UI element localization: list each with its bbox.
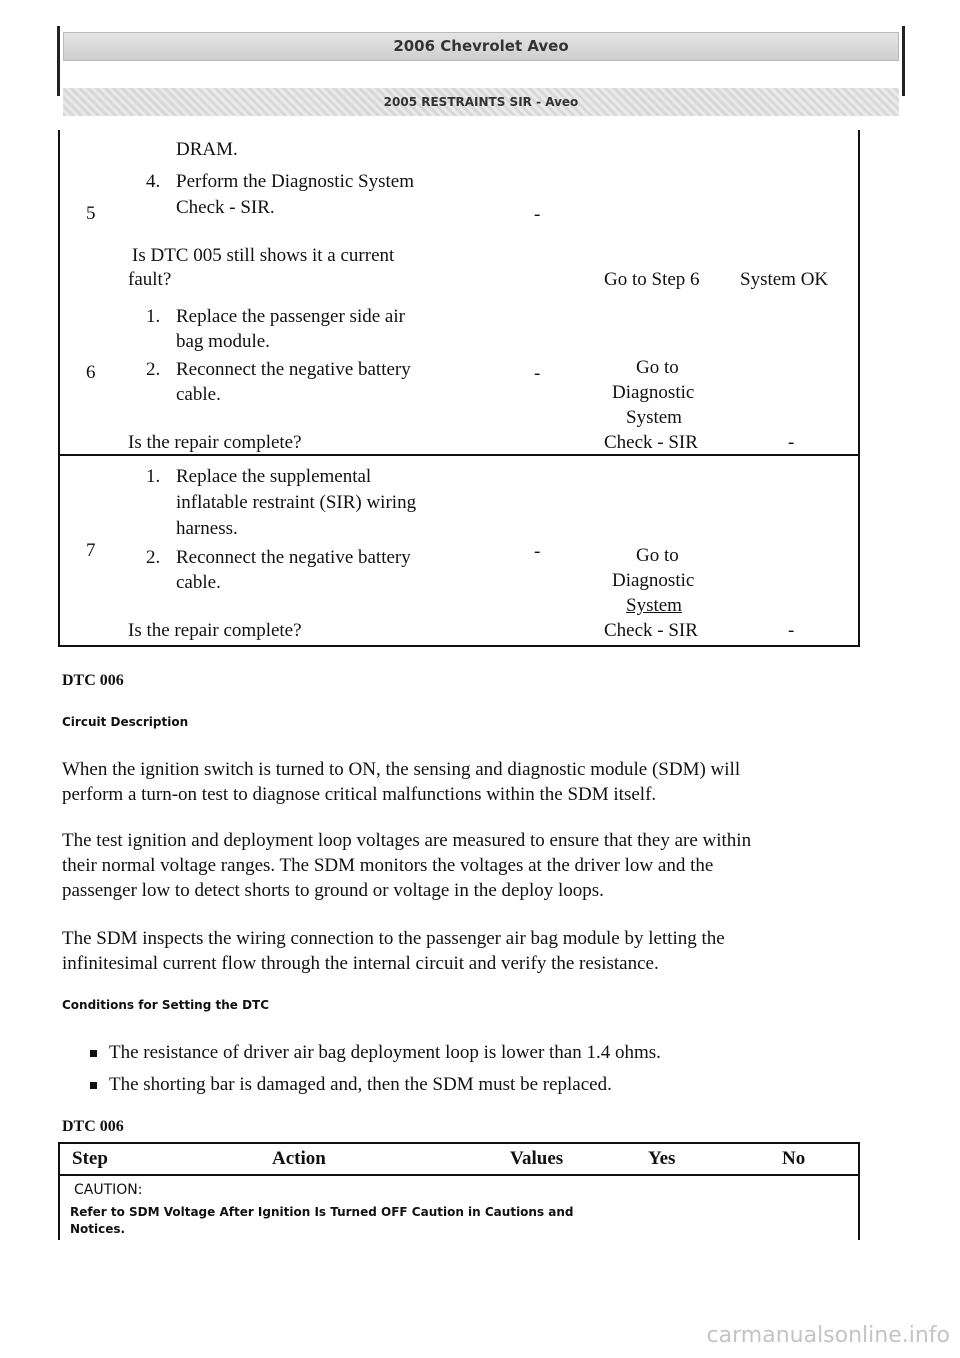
yes-cell-link[interactable]: System — [626, 595, 682, 616]
item-number: 1. — [146, 466, 161, 487]
no-cell: - — [788, 620, 795, 641]
item-number: 2. — [146, 359, 161, 380]
values-cell: - — [534, 363, 541, 384]
caution-note — [70, 1204, 710, 1238]
values-cell: - — [534, 541, 541, 562]
action-text: Reconnect the negative battery — [176, 359, 411, 380]
col-header-yes: Yes — [648, 1148, 676, 1169]
col-header-step: Step — [72, 1148, 108, 1169]
action-text: Perform the Diagnostic System — [176, 171, 414, 192]
item-number: 1. — [146, 306, 161, 327]
step-number: 6 — [86, 362, 96, 383]
caution-note-line: Refer to SDM Voltage After Ignition Is Turned OFF Caution in Cautions and — [70, 1205, 574, 1219]
circuit-description-heading: Circuit Description — [62, 715, 189, 729]
paragraph — [62, 757, 892, 807]
paragraph-line: The test ignition and deployment loop voltages are measured to ensure that they are within — [62, 830, 752, 851]
paragraph-line: When the ignition switch is turned to ON, the sensing and diagnostic module (SDM) will — [62, 759, 741, 780]
paragraph-line: passenger low to detect shorts to ground or voltage in the deploy loops. — [62, 880, 604, 901]
col-header-values: Values — [510, 1148, 564, 1169]
item-number: 4. — [146, 171, 161, 192]
action-text: Replace the passenger side air — [176, 306, 405, 327]
bullet-text: The shorting bar is damaged and, then the SDM must be replaced. — [109, 1074, 612, 1095]
caution-label: CAUTION: — [74, 1182, 143, 1198]
col-header-no: No — [782, 1148, 806, 1169]
question-text: fault? — [128, 269, 172, 290]
item-number: 2. — [146, 547, 161, 568]
action-text: cable. — [176, 572, 221, 593]
dtc-table-heading: DTC 006 — [62, 1118, 124, 1135]
step-number: 5 — [86, 203, 96, 224]
header-subtitle: 2005 RESTRAINTS SIR - Aveo — [63, 88, 899, 116]
header-left-rule — [57, 26, 60, 96]
action-text: cable. — [176, 384, 221, 405]
yes-cell: Go to Step 6 — [604, 269, 700, 290]
yes-cell-line: Go to — [636, 545, 679, 566]
paragraph — [62, 926, 892, 976]
yes-cell-line: Diagnostic — [612, 382, 695, 403]
dtc-006-table — [58, 1142, 860, 1240]
bullet-icon — [90, 1082, 97, 1089]
bullet-text: The resistance of driver air bag deployment loop is lower than 1.4 ohms. — [109, 1042, 661, 1063]
conditions-heading: Conditions for Setting the DTC — [62, 998, 270, 1012]
yes-cell-line: System — [626, 407, 682, 428]
paragraph-line: The SDM inspects the wiring connection to the passenger air bag module by letting the — [62, 928, 725, 949]
dtc-heading: DTC 006 — [62, 672, 124, 689]
action-text: harness. — [176, 518, 238, 539]
question-text: Is DTC 005 still shows it a current — [132, 245, 395, 266]
no-cell: - — [788, 432, 795, 453]
action-text: Check - SIR. — [176, 197, 275, 218]
values-cell: - — [534, 204, 541, 225]
action-text: Replace the supplemental — [176, 466, 372, 487]
bullet-item — [90, 1072, 612, 1097]
no-cell: System OK — [740, 269, 829, 290]
question-text: Is the repair complete? — [128, 432, 302, 453]
watermark: carmanualsonline.info — [706, 1323, 950, 1348]
yes-cell-line: Check - SIR — [604, 620, 698, 641]
yes-cell-line: Check - SIR — [604, 432, 698, 453]
bullet-item — [90, 1040, 661, 1065]
col-header-action: Action — [272, 1148, 326, 1169]
yes-cell-line: Go to — [636, 357, 679, 378]
header-divider — [60, 1174, 858, 1176]
action-text: bag module. — [176, 331, 270, 352]
paragraph — [62, 828, 892, 903]
header-title: 2006 Chevrolet Aveo — [63, 32, 899, 61]
caution-note-line: Notices. — [70, 1222, 126, 1236]
paragraph-line: infinitesimal current flow through the internal circuit and verify the resistance. — [62, 953, 659, 974]
step-number: 7 — [86, 540, 96, 561]
action-text: inflatable restraint (SIR) wiring — [176, 492, 417, 513]
yes-cell-line: Diagnostic — [612, 570, 695, 591]
bullet-icon — [90, 1050, 97, 1057]
question-text: Is the repair complete? — [128, 620, 302, 641]
paragraph-line: their normal voltage ranges. The SDM monitors the voltages at the driver low and the — [62, 855, 714, 876]
action-text: Reconnect the negative battery — [176, 547, 411, 568]
page-header — [57, 26, 905, 109]
header-right-rule — [902, 26, 905, 96]
action-text: DRAM. — [176, 139, 238, 160]
paragraph-line: perform a turn-on test to diagnose critical malfunctions within the SDM itself. — [62, 784, 657, 805]
